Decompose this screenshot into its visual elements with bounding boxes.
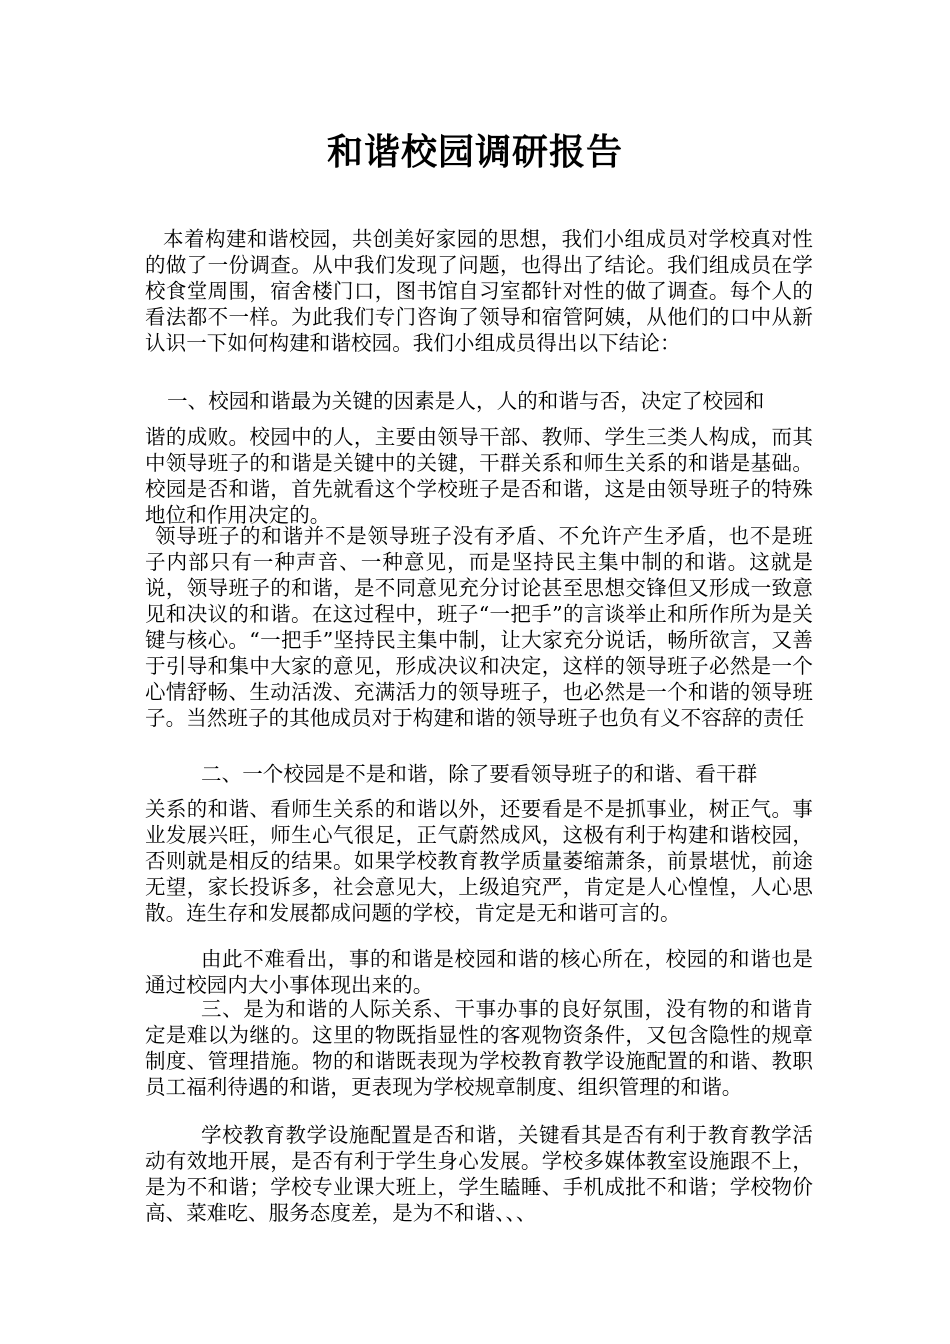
paragraph-intro: 本着构建和谐校园，共创美好家园的思想，我们小组成员对学校真对性的做了一份调查。从中我们发现了问题，也得出了结论。我们组成员在学校食堂周围，宿舍楼门口，图书馆自习室都针对性的做了调查。每个人的看法都不一样。为此我们专门咨询了领导和宿管阿姨，从他们的口中从新认识一下如何构建和谐校园。我们小组成员得出以下结论： <box>145 227 813 355</box>
paragraph-conclusion: 由此不难看出，事的和谐是校园和谐的核心所在，校园的和谐也是通过校园内大小事体现出来的。 <box>145 947 813 997</box>
paragraph-point3: 三、是为和谐的人际关系、干事办事的良好氛围，没有物的和谐肯定是难以为继的。这里的物既指显性的客观物资条件，又包含隐性的规章制度、管理措施。物的和谐既表现为学校教育教学设施配置的和谐、教职员工福利待遇的和谐，更表现为学校规章制度、组织管理的和谐。 <box>145 997 813 1099</box>
paragraph-point1-heading: 一、校园和谐最为关键的因素是人，人的和谐与否，决定了校园和 <box>167 389 765 413</box>
paragraph-point1-body: 谐的成败。校园中的人，主要由领导干部、教师、学生三类人构成，而其中领导班子的和谐是关键中的关键，干群关系和师生关系的和谐是基础。校园是否和谐，首先就看这个学校班子是否和谐，这是由领导班子的特殊地位和作用决定的。 <box>145 425 813 527</box>
paragraph-leadership: 领导班子的和谐并不是领导班子没有矛盾、不允许产生矛盾，也不是班子内部只有一种声音、一种意见，而是坚持民主集中制的和谐。这就是说，领导班子的和谐，是不同意见充分讨论甚至思想交锋但又形成一致意见和决议的和谐。在这过程中，班子“一把手”的言谈举止和所作所为是关键与核心。“一把手”坚持民主集中制，让大家充分说话，畅所欲言，又善于引导和集中大家的意见，形成决议和决定，这样的领导班子必然是一个心情舒畅、生动活泼、充满活力的领导班子，也必然是一个和谐的领导班子。当然班子的其他成员对于构建和谐的领导班子也负有义不容辞的责任 <box>145 524 813 730</box>
paragraph-point2-heading: 二、一个校园是不是和谐，除了要看领导班子的和谐、看干群 <box>201 762 758 786</box>
document-title: 和谐校园调研报告 <box>326 131 623 173</box>
paragraph-facilities: 学校教育教学设施配置是否和谐，关键看其是否有利于教育教学活动有效地开展，是否有利于学生身心发展。学校多媒体教室设施跟不上，是为不和谐；学校专业课大班上，学生瞌睡、手机成批不和谐；学校物价高、菜难吃、服务态度差，是为不和谐、、、 <box>145 1123 813 1225</box>
paragraph-point2-body: 关系的和谐、看师生关系的和谐以外，还要看是不是抓事业，树正气。事业发展兴旺，师生心气很足，正气蔚然成风，这极有利于构建和谐校园，否则就是相反的结果。如果学校教育教学质量萎缩萧条，前景堪忧，前途无望，家长投诉多，社会意见大，上级追究严，肯定是人心惶惶，人心思散。连生存和发展都成问题的学校，肯定是无和谐可言的。 <box>145 797 813 925</box>
